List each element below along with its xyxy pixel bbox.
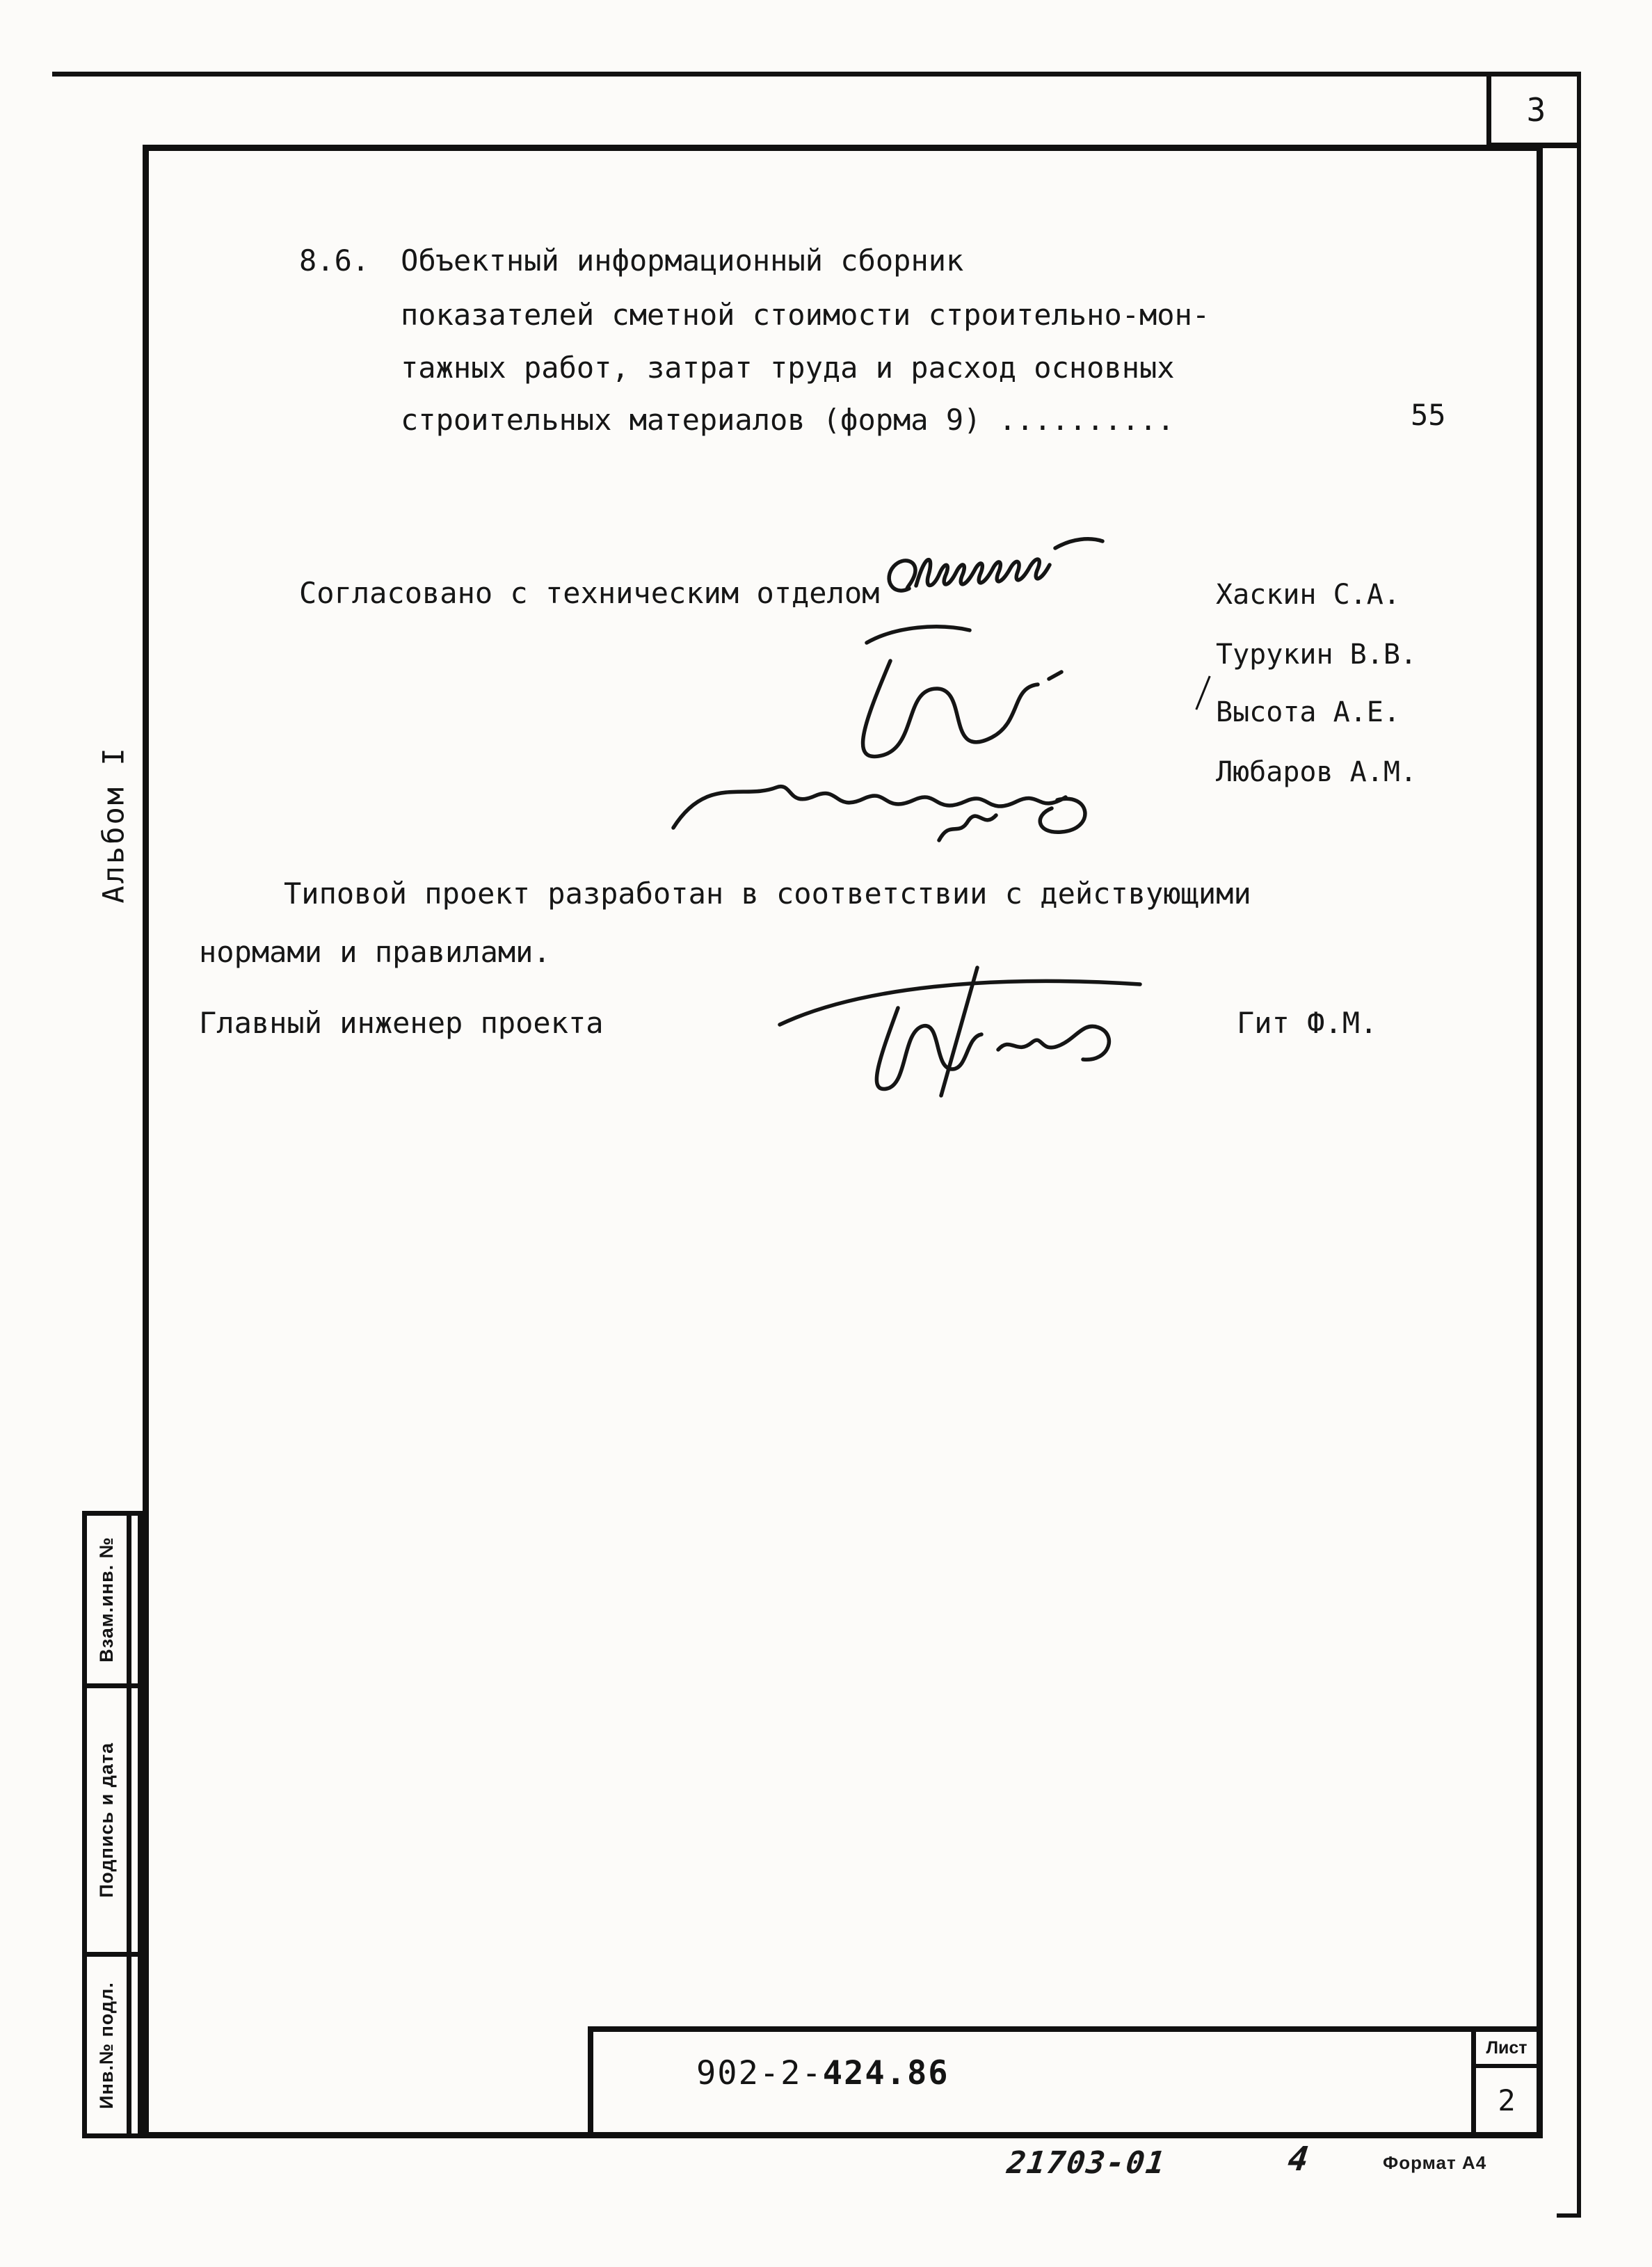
sheet-number: 2: [1498, 2083, 1516, 2117]
outer-border-corner-hook: [1557, 2213, 1581, 2218]
outer-border-top-line: [52, 72, 1581, 77]
side-strip-cell: [87, 1957, 127, 2133]
toc-entry-row: [299, 245, 963, 277]
title-block: [588, 2026, 1543, 2138]
side-strip-cell: [87, 1516, 127, 1683]
toc-line-1: Объектный информационный сборник: [401, 243, 964, 278]
document-code-suffix: 424.86: [822, 2054, 949, 2092]
outer-border-right-line: [1577, 72, 1581, 2218]
toc-line-4: строительных материалов (форма 9) ..........: [401, 403, 1175, 437]
document-frame: [143, 145, 1543, 2138]
document-code: [696, 2054, 949, 2092]
side-strip-divider-1: [87, 1683, 138, 1688]
side-strip-label-podpis-data: Подпись и дата: [96, 1742, 118, 1898]
toc-line-2: показателей сметной стоимости строительно-мон-: [401, 298, 1210, 332]
chief-engineer-name: Гит Ф.М.: [1237, 1006, 1378, 1040]
body-paragraph-line-1: Типовой проект разработан в соответствии с действующими: [284, 876, 1251, 911]
signatory-name: Высота А.Е.: [1216, 696, 1400, 728]
signature-scrawl-group: [640, 612, 1113, 842]
sheet-number-cell: [1476, 2068, 1537, 2133]
toc-line-3: тажных работ, затрат труда и расход основных: [401, 351, 1175, 385]
side-strip-divider-2: [87, 1952, 138, 1957]
page-number: 3: [1526, 90, 1546, 129]
toc-page-ref: 55: [1411, 398, 1446, 432]
side-strip-cell: [87, 1688, 127, 1952]
toc-item-number: 8.6.: [299, 243, 370, 278]
signatory-name: Турукин В.В.: [1216, 639, 1417, 671]
format-label: Формат А4: [1383, 2152, 1487, 2173]
side-strip-label-inv-podl: Инв.№ подл.: [96, 1981, 117, 2109]
signatory-name: Хаскин С.А.: [1216, 579, 1400, 611]
album-label-container: [82, 730, 145, 918]
body-paragraph-line-2: нормами и правилами.: [199, 935, 551, 969]
album-label: Альбом I: [96, 745, 131, 904]
signature-git: [762, 963, 1158, 1099]
sheet-label-cell: [1476, 2032, 1537, 2068]
approval-statement: Согласовано с техническим отделом: [299, 576, 880, 610]
sheet-label: Лист: [1486, 2037, 1527, 2058]
side-strip-label-vzam-inv: Взам.инв. №: [96, 1537, 118, 1663]
signatory-name: Любаров А.М.: [1216, 756, 1417, 788]
side-strip-column-divider: [127, 1516, 131, 2133]
side-strip: [82, 1511, 143, 2138]
order-page-note: 4: [1285, 2140, 1313, 2179]
chief-engineer-label: Главный инженер проекта: [199, 1006, 604, 1040]
signature-khaskin: [873, 530, 1130, 620]
page-number-box: [1486, 77, 1581, 148]
title-block-sheet-divider: [1471, 2032, 1476, 2133]
document-code-prefix: 902-2-: [696, 2054, 823, 2092]
order-number-note: 21703-01: [1004, 2145, 1169, 2181]
